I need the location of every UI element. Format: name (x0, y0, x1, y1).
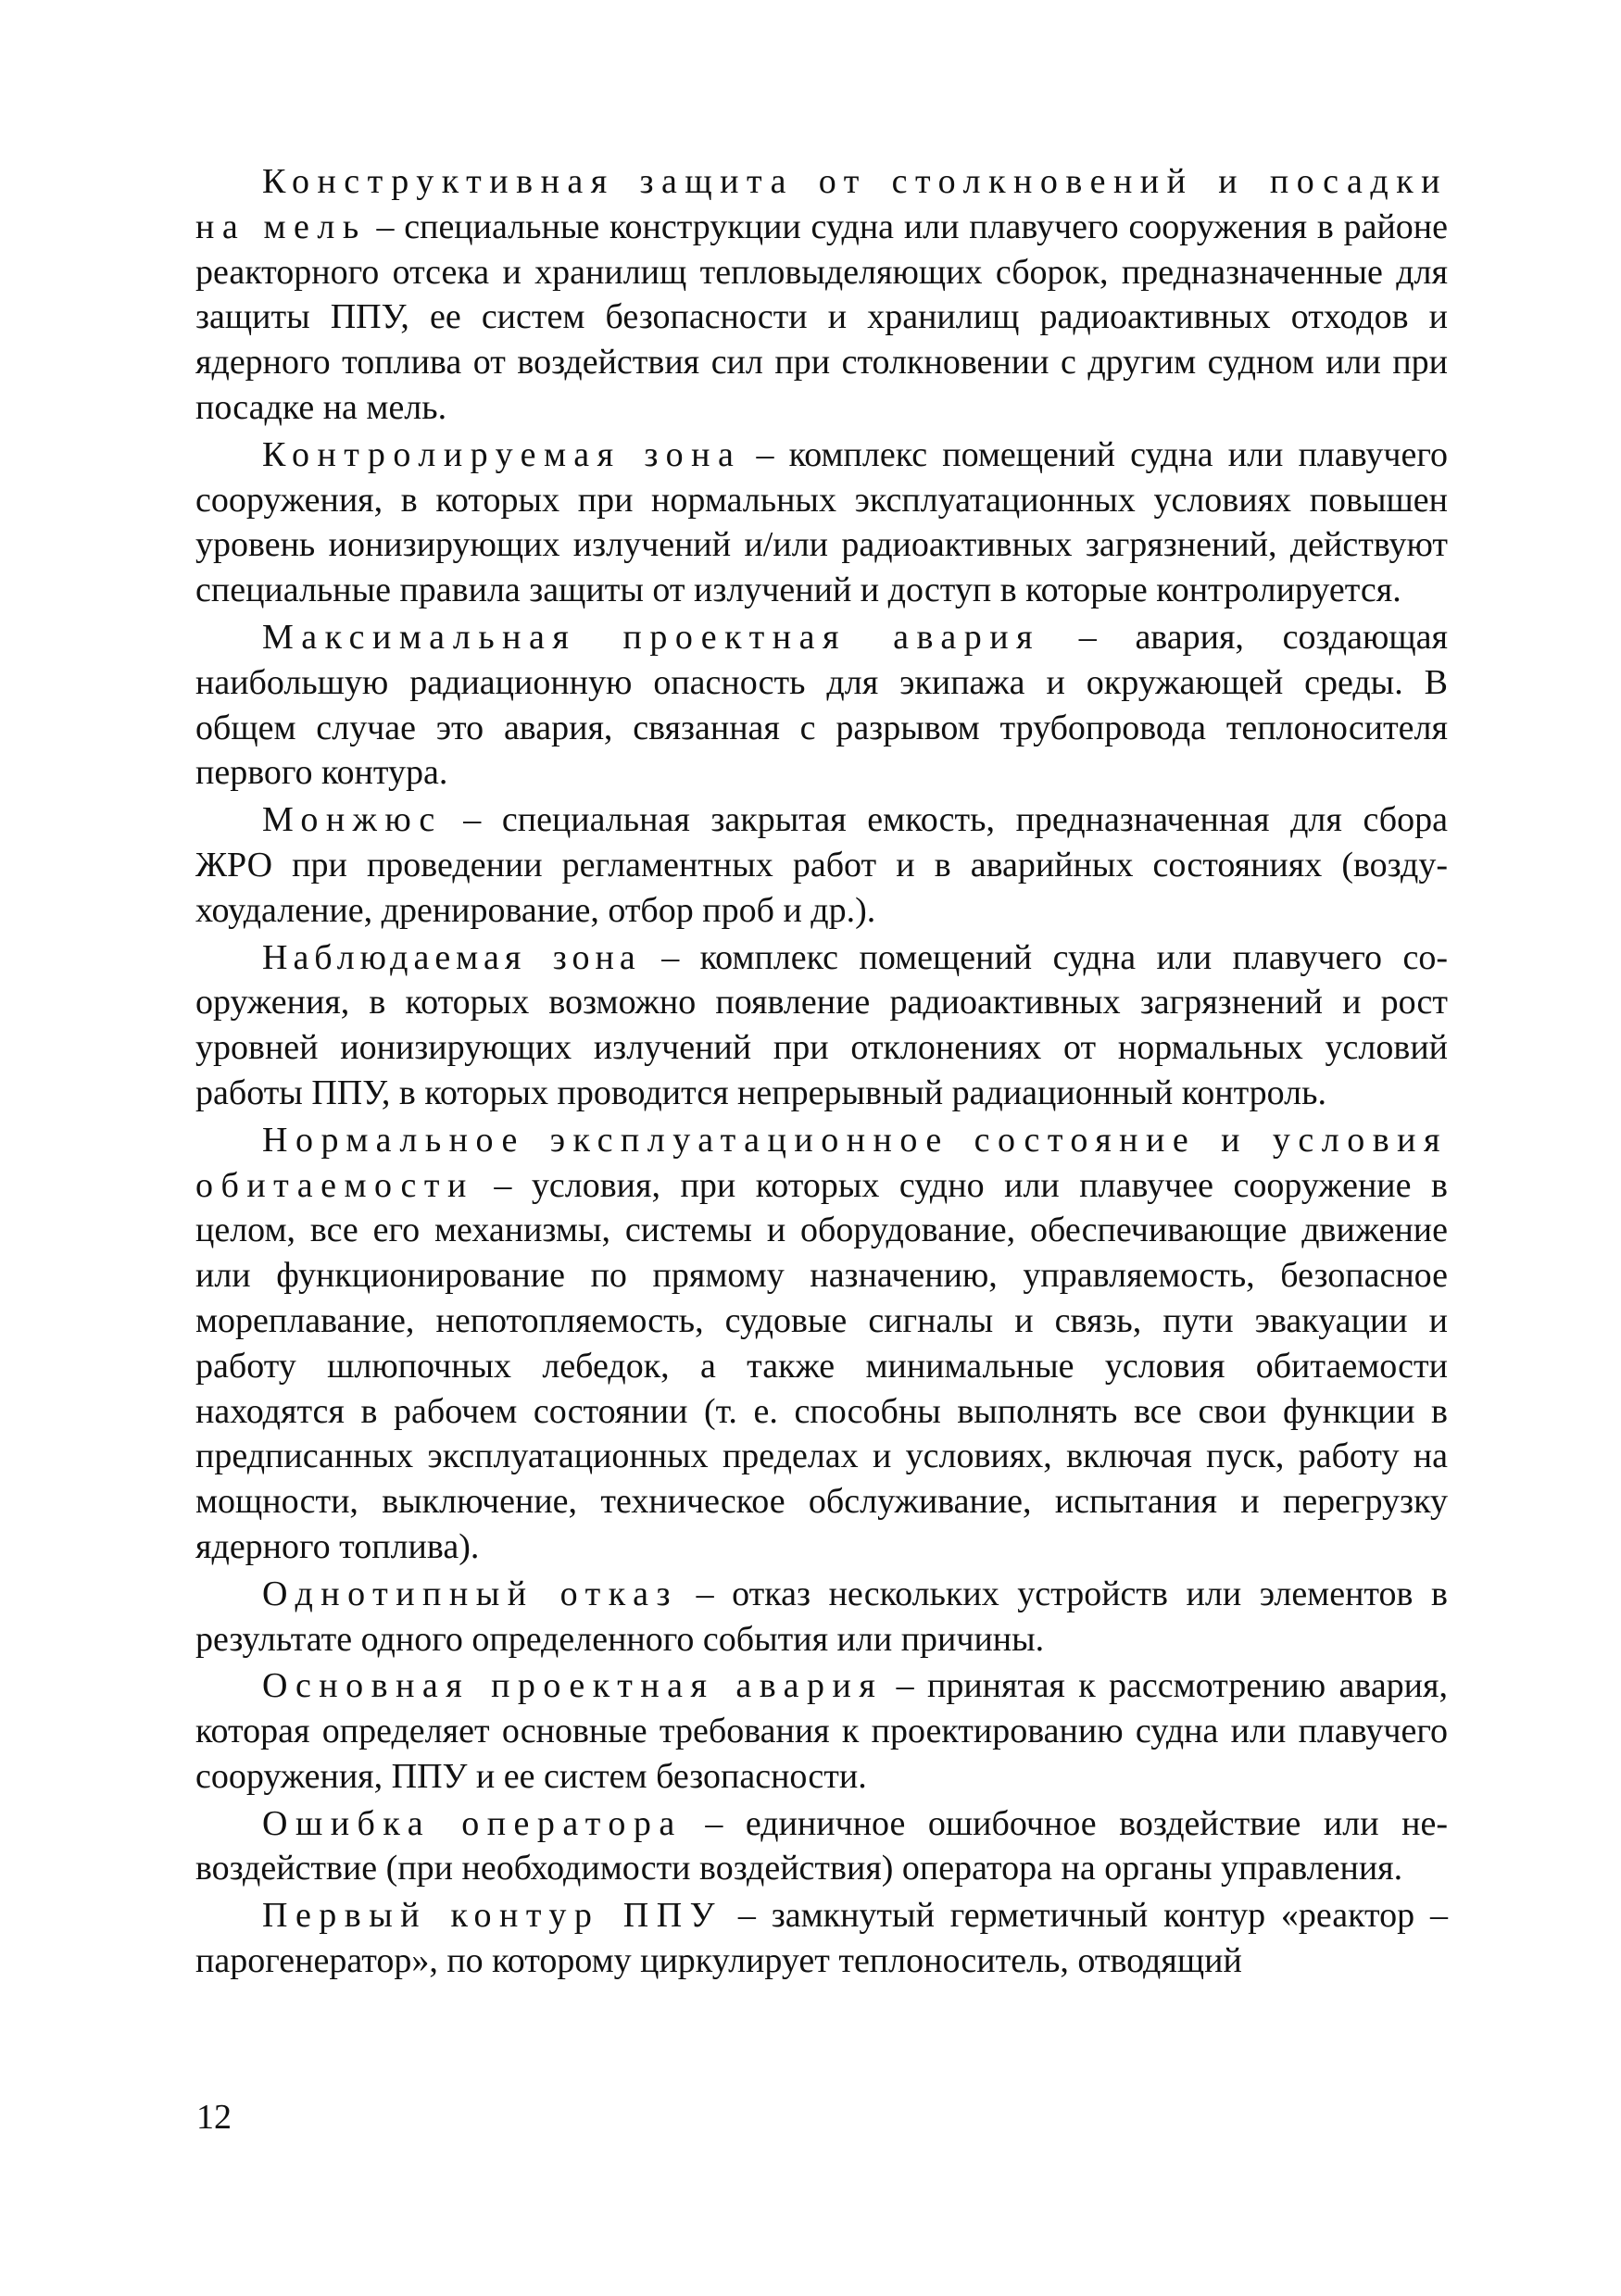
definition-paragraph (195, 935, 1448, 1116)
definition-text: – специальные конструкции судна или плавучего сооружения в районе реакторного отсека и хранилищ тепловыделяющих сборок, предназначенные для защиты ППУ, ее систем безопасности и хранилищ радиоактивных отходов и ядерного топлива от воздействия сил при столкновении с другим судном или при посадке на мель. (195, 207, 1448, 427)
definition-term: Нормальное эксплуатационное состояние и условия обитаемости (195, 1120, 1448, 1205)
definition-text: – специальная закрытая емкость, предназначенная для сбора ЖРО при проведении регламентных работ и в аварийных состояниях (воздухоудаление, дренирование, отбор проб и др.). (195, 800, 1448, 930)
definition-term: Однотипный отказ (262, 1574, 679, 1613)
definition-paragraph (195, 433, 1448, 613)
definition-term: Основная проектная авария (262, 1666, 884, 1706)
definition-term: Контролируемая зона (262, 434, 742, 474)
definition-paragraph (195, 1801, 1448, 1892)
definition-text: – условия, при которых судно или плавучее сооружение в целом, все его механизмы, системы и оборудование, обеспечивающие движение или функционирование по прямому назначению, управляемость, безопасное мореплавание, непотопляемость, судовые сигналы и связь, пути эвакуации и работу шлюпочных лебедок, а также минимальные условия обитаемости находятся в рабочем состоянии (т. е. способны выполнять все свои функции в предписанных эксплуатационных пределах и условиях, включая пуск, работу на мощности, выключение, техническое обслуживание, испытания и перегрузку ядерного топлива). (195, 1165, 1448, 1566)
definition-text: – замкнутый герметичный контур «реактор – парогенератор», по которому циркулирует теплоноситель, отводящий (195, 1896, 1448, 1981)
definition-paragraph (195, 1572, 1448, 1662)
definition-paragraph (195, 1893, 1448, 1984)
definition-term: Монжюс (262, 800, 443, 840)
definition-term: Наблюдаемая зона (262, 937, 641, 977)
definition-paragraph (195, 1663, 1448, 1799)
definition-term: Конструктивная защита от столкновений и посадки на мель (195, 162, 1448, 246)
definition-text: – отказ нескольких устройств или элементов в результате одного определенного события или причины. (195, 1574, 1448, 1659)
definition-text: – комплекс помещений судна или плавучего сооружения, в которых возможно появление радиоактивных загрязнений и рост уровней ионизирующих излучений при отклонениях от нормальных условий работы ППУ, в которых проводится непрерывный радиационный контроль. (195, 937, 1448, 1112)
document-body (195, 159, 1448, 1986)
definition-term: Первый контур ППУ (262, 1896, 723, 1936)
definition-paragraph (195, 159, 1448, 431)
definition-paragraph (195, 615, 1448, 796)
definition-paragraph (195, 1118, 1448, 1570)
definition-text: – комплекс помещений судна или плавучего сооружения, в которых при нормальных эксплуатационных условиях повышен уровень ионизирующих излучений и/или радиоактивных загрязнений, действуют специальные правила защиты от излучений и доступ в которые контролируется. (195, 434, 1448, 610)
definition-term: Максимальная проектная авария (262, 617, 1041, 657)
definition-term: Ошибка оператора (262, 1803, 683, 1843)
definition-paragraph (195, 797, 1448, 933)
definition-text: – принятая к рассмотрению авария, которая определяет основные требования к проектированию судна или плавучего сооружения, ППУ и ее систем безопасности. (195, 1666, 1448, 1796)
page-number: 12 (196, 2098, 232, 2137)
definition-text: – авария, создающая наибольшую радиационную опасность для экипажа и окружающей среды. В общем случае это авария, связанная с разрывом трубопровода теплоносителя первого контура. (195, 617, 1448, 793)
definition-text: – единичное ошибочное воздействие или невоздействие (при необходимости воздействия) оператора на органы управления. (195, 1803, 1448, 1888)
